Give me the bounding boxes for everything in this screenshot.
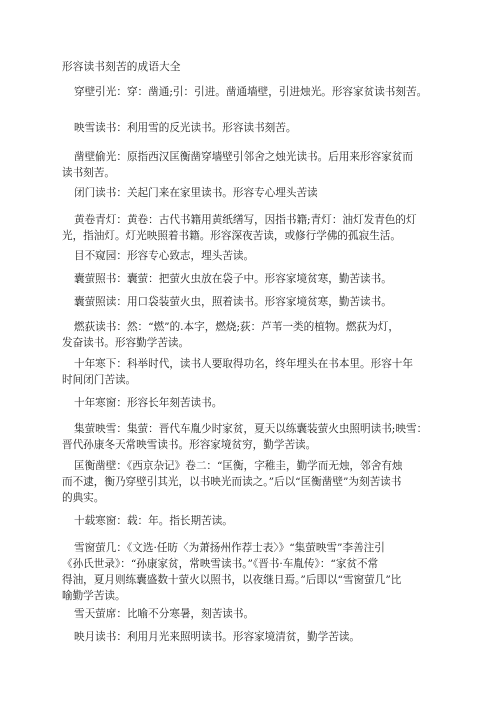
idiom-entry <box>62 248 450 264</box>
idiom-entry <box>62 294 450 310</box>
entry-line: 十年寒窗：形容长年刻苦读书。 <box>74 397 223 409</box>
document-title: 形容读书刻苦的成语大全 <box>62 61 181 73</box>
entry-line: 闭门读书：关起门来在家里读书。形容专心埋头苦读 <box>74 187 318 199</box>
idiom-entry <box>62 120 450 136</box>
entry-line: 发奋读书。形容勤学苦读。 <box>62 337 190 349</box>
entry-line: 《孙氏世录》：“孙康家贫，常映雪读书。”《晋书·车胤传》：“家贫不常 <box>62 558 379 570</box>
entry-line: 晋代孙康冬天常映雪读书。形容家境贫穷，勤学苦读。 <box>62 439 317 451</box>
idiom-entry <box>62 84 450 100</box>
entry-line: 黄卷青灯：黄卷：古代书籍用黄纸缮写，因指书籍;青灯：油灯发青色的灯 <box>74 214 417 226</box>
idiom-entry <box>62 149 450 181</box>
idiom-entry <box>62 606 450 622</box>
entry-line: 穿壁引光：穿：凿通;引：引进。凿通墙壁，引进烛光。形容家贫读书刻苦。 <box>74 86 428 98</box>
idiom-entry <box>62 458 450 506</box>
entry-line: 时间闭门苦读。 <box>62 374 137 386</box>
entry-line: 十载寒窗：载：年。指长期苦读。 <box>74 515 233 527</box>
idiom-entry <box>62 356 450 388</box>
entry-line: 囊萤照读：用口袋装萤火虫，照着读书。形容家境贫寒，勤苦读书。 <box>74 296 392 308</box>
entry-line: 囊萤照书：囊萤：把萤火虫放在袋子中。形容家境贫寒，勤苦读书。 <box>74 273 392 285</box>
idiom-entry <box>62 271 450 287</box>
entry-line: 匡衡凿壁：《西京杂记》卷二：“匡衡，字稚圭，勤学而无烛，邻舍有烛 <box>74 460 403 472</box>
entry-line: 集萤映雪：集萤：晋代车胤少时家贫，夏天以练囊装萤火虫照明读书;映雪： <box>74 423 428 435</box>
entry-line: 得油，夏月则练囊盛数十萤火以照书，以夜继日焉。”后即以“雪窗萤几”比 <box>62 574 402 586</box>
entry-line: 光，指油灯。灯光映照着书籍。形容深夜苦读，或修行学佛的孤寂生活。 <box>62 230 401 242</box>
idiom-entry <box>62 212 450 244</box>
entry-line: 十年寒下：科举时代，读书人要取得功名，终年埋头在书本里。形容十年 <box>74 358 413 370</box>
entry-line: 目不窥园：形容专心致志，埋头苦读。 <box>74 250 255 262</box>
idiom-entry <box>62 395 450 411</box>
idiom-entry <box>62 629 450 645</box>
entry-line: 而不逮，衡乃穿壁引其光，以书映光而读之。”后以“匡衡凿壁”为刻苦读书 <box>62 476 402 488</box>
entry-line: 映月读书：利用月光来照明读书。形容家境清贫，勤学苦读。 <box>74 631 361 643</box>
entry-line: 雪窗萤几：《文选·任昉〈为萧扬州作荐士表〉》“集萤映雪”李善注引 <box>74 542 385 554</box>
idiom-entry <box>62 185 450 201</box>
idiom-entry <box>62 540 450 604</box>
idiom-entry <box>62 513 450 529</box>
entry-line: 凿壁偷光：原指西汉匡衡凿穿墙壁引邻舍之烛光读书。后用来形容家贫而 <box>74 151 413 163</box>
entry-line: 映雪读书：利用雪的反光读书。形容读书刻苦。 <box>74 122 297 134</box>
idiom-entry <box>62 319 450 351</box>
entry-line: 雪天萤席：比喻不分寒暑，刻苦读书。 <box>74 608 255 620</box>
idiom-entry <box>62 421 450 453</box>
entry-line: 的典实。 <box>62 492 105 504</box>
entry-line: 燃荻读书：然：“燃”的.本字，燃烧;荻：芦苇一类的植物。燃荻为灯， <box>74 321 399 333</box>
entry-line: 喻勤学苦读。 <box>62 590 126 602</box>
entry-line: 读书刻苦。 <box>62 167 115 179</box>
